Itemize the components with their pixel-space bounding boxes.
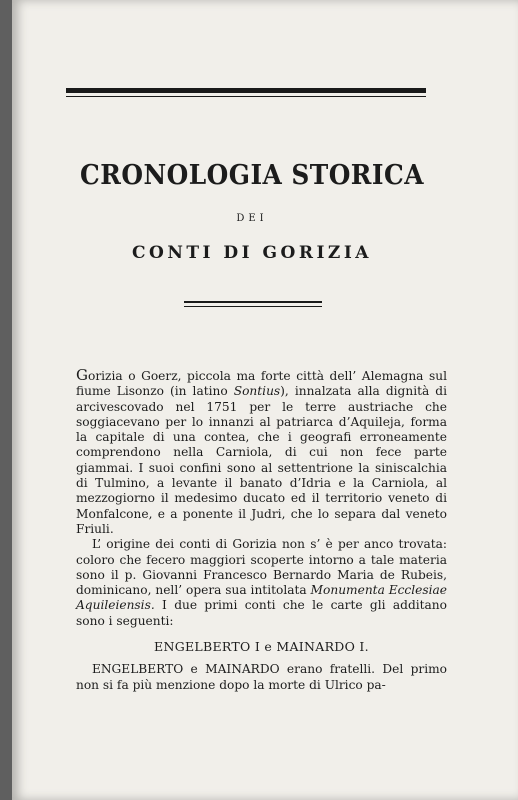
title-connector: DEI bbox=[236, 213, 268, 224]
initial-letter: G bbox=[76, 366, 88, 384]
header-rule-thick bbox=[66, 88, 426, 93]
page-title: CRONOLOGIA STORICA bbox=[80, 160, 424, 191]
ornamental-rule-upper bbox=[184, 301, 322, 303]
ornamental-rule-lower bbox=[184, 306, 322, 307]
paragraph-2: L’ origine dei conti di Gorizia non s’ è per anco trovata: coloro che fecero maggiori scoperte intorno a tale materia sono il p. Giovanni Francesco Bernardo Maria de Rubeis, dominicano, nell’ opera sua intitolata Monumenta Ecclesiae Aquileiensis. I due primi conti che le carte gli additano sono i seguenti: bbox=[76, 537, 447, 628]
book-page bbox=[12, 0, 518, 800]
paragraph-3: ENGELBERTO e MAINARDO erano fratelli. Del primo non si fa più menzione dopo la morte di Ulrico pa- bbox=[76, 662, 447, 692]
page-subtitle: CONTI DI GORIZIA bbox=[132, 243, 372, 263]
header-rule-thin bbox=[66, 96, 426, 97]
body-text bbox=[76, 368, 447, 693]
paragraph-1: Gorizia o Goerz, piccola ma forte città dell’ Alemagna sul fiume Lisonzo (in latino Sontius), innalzata alla dignità di arcivescovado nel 1751 per le terre austriache che soggiacevano per lo innanzi al patriarca d’Aquileja, forma la capitale di una contea, che i geografi erroneamente comprendono nella Carniola, di cui non fece parte giammai. I suoi confini sono al settentrione la siniscalchia di Tulmino, a levante il banato d’Idria e la Carniola, al mezzogiorno il medesimo ducato ed il territorio veneto di Monfalcone, e a ponente il Judri, che lo separa dal veneto Friuli. bbox=[76, 366, 447, 536]
section-heading: ENGELBERTO I e MAINARDO I. bbox=[154, 639, 369, 655]
